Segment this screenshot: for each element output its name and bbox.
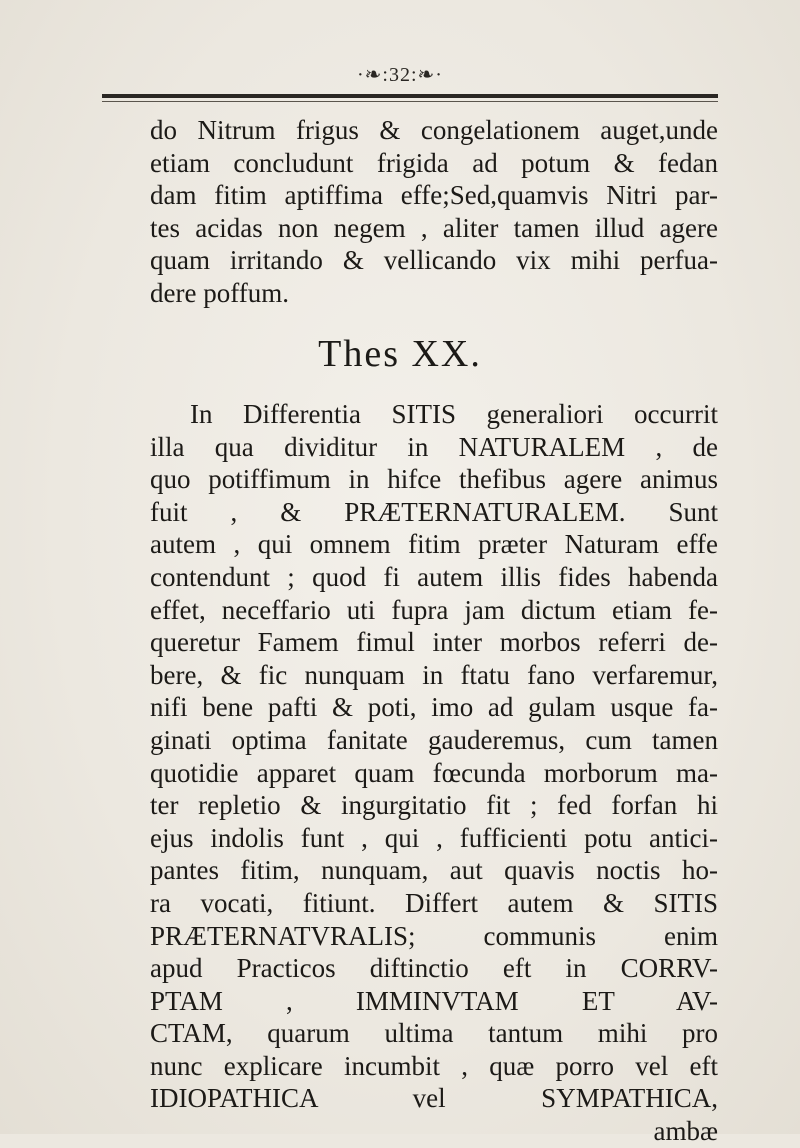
text-line: illa qua dividitur in NATURALEM , de <box>150 431 718 462</box>
text-line: pantes fitim, nunquam, aut quavis noctis ho- <box>150 855 718 886</box>
text-line: effet, neceffario uti fupra jam dictum etiam fe- <box>150 594 718 625</box>
text-line: quotidie apparet quam fœcunda morborum ma- <box>150 757 718 788</box>
top-paragraph <box>150 114 718 310</box>
text-line: dam fitim aptiffima effe;Sed,quamvis Nitri par- <box>150 180 718 211</box>
text-line: nifi bene pafti & poti, imo ad gulam usque fa- <box>150 692 718 723</box>
body-paragraph <box>150 398 718 1148</box>
page-number: ·❧:32:❧· <box>357 64 443 86</box>
header-rule <box>102 94 718 98</box>
text-line: ejus indolis funt , qui , fufficienti potu antici- <box>150 822 718 853</box>
text-line: PRÆTERNATVRALIS; communis enim <box>150 920 718 951</box>
text-line: ginati optima fanitate gauderemus, cum tamen <box>150 724 718 755</box>
text-line: quam irritando & vellicando vix mihi perfua- <box>150 245 718 276</box>
text-line: nunc explicare incumbit , quæ porro vel eft <box>150 1050 718 1081</box>
text-line: PTAM , IMMINVTAM ET AV- <box>150 985 718 1016</box>
text-line: etiam concludunt frigida ad potum & fedan <box>150 147 718 178</box>
text-line: tes acidas non negem , aliter tamen illud agere <box>150 212 718 243</box>
text-line: fuit , & PRÆTERNATURALEM. Sunt <box>150 496 718 527</box>
text-line: quo potiffimum in hifce thefibus agere animus <box>150 464 718 495</box>
section-heading: Thes XX. <box>318 333 482 375</box>
header-rule-thin <box>102 101 718 102</box>
text-line: apud Practicos diftinctio eft in CORRV- <box>150 953 718 984</box>
text-line: contendunt ; quod fi autem illis fides habenda <box>150 561 718 592</box>
text-line: ter repletio & ingurgitatio fit ; fed forfan hi <box>150 790 718 821</box>
text-line: queretur Famem fimul inter morbos referri de- <box>150 627 718 658</box>
text-line: dere poffum. <box>150 277 289 308</box>
text-line: In Differentia SITIS generaliori occurrit <box>190 399 718 429</box>
text-line: ra vocati, fitiunt. Differt autem & SITIS <box>150 887 718 918</box>
text-line: autem , qui omnem fitim præter Naturam effe <box>150 529 718 560</box>
text-line: do Nitrum frigus & congelationem auget,unde <box>150 115 718 145</box>
text-line: IDIOPATHICA vel SYMPATHICA, <box>150 1083 718 1114</box>
catchword: ambæ <box>653 1116 718 1147</box>
text-line: bere, & fic nunquam in ftatu fano verfaremur, <box>150 659 718 690</box>
text-line: CTAM, quarum ultima tantum mihi pro <box>150 1018 718 1049</box>
